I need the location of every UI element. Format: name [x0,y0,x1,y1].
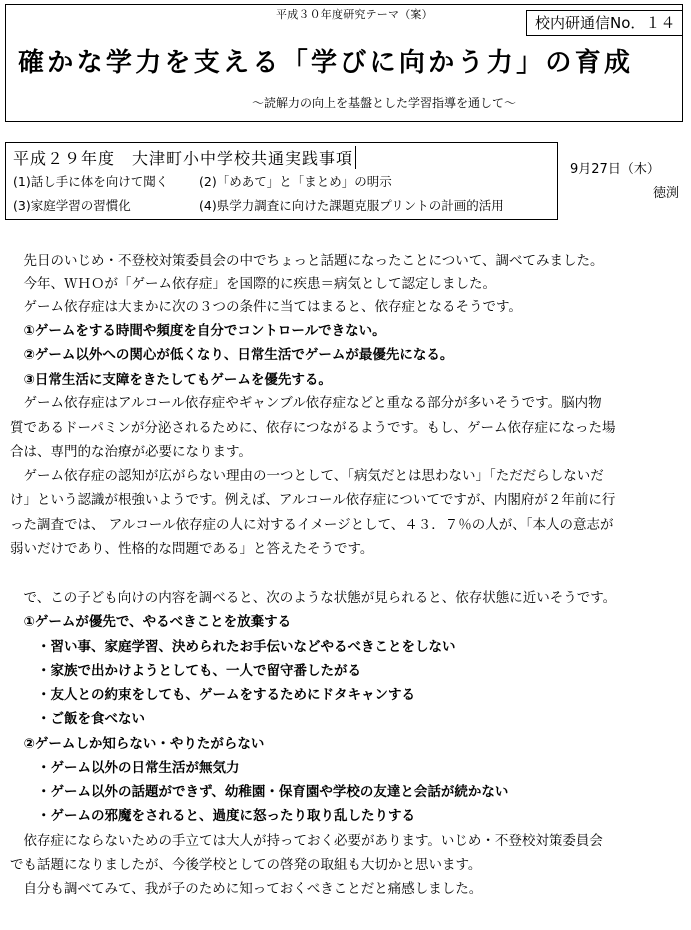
symptom-item: ・家族で出かけようとしても、一人で留守番したがる [10,663,361,679]
symptom-heading: ②ゲームしか知らない・やりたがらない [10,736,265,752]
body-line: でも話題になりましたが、今後学校としての啓発の取組も大切かと思います。 [10,857,482,873]
common-practice-box [5,142,558,220]
body-line: った調査では、 アルコール依存症の人に対するイメージとして、４３．７％の人が、「本人の意志が [10,517,614,533]
body-line: 弱いだけであり、性格的な問題である」と答えたそうです。 [10,541,374,557]
body-line: け」という認識が根強いようです。例えば、アルコール依存症についてですが、内閣府が２年前に行 [10,492,616,508]
practice-item: (3)家庭学習の習慣化 [13,198,131,213]
page-subtitle: ～読解力の向上を基盤とした学習指導を通して～ [252,96,517,110]
research-theme-label: 平成３０年度研究テーマ（案） [276,8,433,21]
page-title: 確かな学力を支える「学びに向かう力」の育成 [18,48,634,78]
condition-item: ③日常生活に支障をきたしてもゲームを優先する。 [10,372,332,388]
newsletter-issue-number: 校内研通信No．１４ [526,10,683,36]
issue-date: 9月27日（木） [570,162,660,177]
body-line: 合は、専門的な治療が必要になります。 [10,444,252,460]
body-line: ゲーム依存症は大まかに次の３つの条件に当てはまると、依存症となるそうです。 [10,299,522,315]
symptom-item: ・ゲーム以外の話題ができず、幼稚園・保育園や学校の友達と会話が続かない [10,784,509,800]
symptom-heading: ①ゲームが優先で、やるべきことを放棄する [10,614,292,630]
practice-item: (2)「めあて」と「まとめ」の明示 [199,174,392,189]
body-line: 自分も調べてみて、我が子のために知っておくべきことだと痛感しました。 [10,881,483,897]
body-line: ゲーム依存症はアルコール依存症やギャンブル依存症などと重なる部分が多いそうです。脳内物 [10,395,602,411]
body-line: 依存症にならないための手立ては大人が持っておく必要があります。いじめ・不登校対策委員会 [10,833,603,849]
condition-item: ②ゲーム以外への関心が低くなり、日常生活でゲームが最優先になる。 [10,347,454,363]
condition-item: ①ゲームをする時間や頻度を自分でコントロールできない。 [10,323,386,339]
body-line: 先日のいじめ・不登校対策委員会の中でちょっと話題になったことについて、調べてみました。 [10,253,604,269]
body-line: 質であるドーパミンが分泌されるために、依存につながるようです。もし、ゲーム依存症になった場 [10,420,616,436]
symptom-item: ・ゲーム以外の日常生活が無気力 [10,760,240,776]
body-line: 今年、ＷＨＯが「ゲーム依存症」を国際的に疾患＝病気として認定しました。 [10,276,496,292]
symptom-item: ・ご飯を食べない [10,711,145,727]
symptom-item: ・習い事、家庭学習、決められたお手伝いなどやるべきことをしない [10,639,456,655]
body-line: ゲーム依存症の認知が広がらない理由の一つとして、「病気だとは思わない」「ただだらしないだ [10,468,604,484]
practice-item: (1)話し手に体を向けて聞く [13,174,169,189]
practice-item: (4)県学力調査に向けた課題克服プリントの計画的活用 [199,198,504,213]
body-line: で、この子ども向けの内容を調べると、次のような状態が見られると、依存状態に近いそうです。 [10,590,617,606]
common-practice-title: 平成２９年度 大津町小中学校共通実践事項 [13,146,356,169]
symptom-item: ・友人との約束をしても、ゲームをするためにドタキャンする [10,687,415,703]
author-name: 徳渕 [653,186,680,201]
symptom-item: ・ゲームの邪魔をされると、過度に怒ったり取り乱したりする [10,808,415,824]
